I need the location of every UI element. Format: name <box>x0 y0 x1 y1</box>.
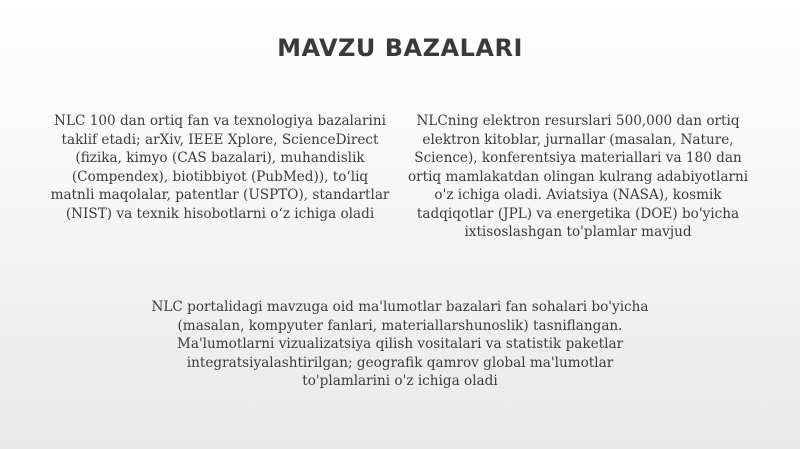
left-paragraph: NLC 100 dan ortiq fan va texnologiya bazalarini taklif etadi; arXiv, IEEE Xplore, ScienceDirect (fizika, kimyo (CAS bazalari), muhandislik (Compendex), biotibbiyot (PubMed)), to‘liq matnli maqolalar, patentlar (USPTO), standartlar (NIST) va texnik hisobotlarni o‘z ichiga oladi <box>50 113 390 222</box>
right-paragraph: NLCning elektron resurslari 500,000 dan ortiq elektron kitoblar, jurnallar (masalan, Nature, Science), konferentsiya materiallari va 180 dan ortiq mamlakatdan olingan kulrang adabiyotlarni o'z ichiga oladi. Aviatsiya (NASA), kosmik tadqiqotlar (JPL) va energetika (DOE) bo'yicha ixtisoslashgan to'plamlar mavjud <box>407 113 749 240</box>
bottom-paragraph: NLC portalidagi mavzuga oid ma'lumotlar bazalari fan sohalari bo'yicha (masalan, kompyuter fanlari, materiallarshunoslik) tasniflangan. Ma'lumotlarni vizualizatsiya qilish vositalari va statistik paketlar integratsiyalashtirilgan; geografik qamrov global ma'lumotlar to'plamlarini o'z ichiga oladi <box>151 299 649 389</box>
slide-title: MAVZU BAZALARI <box>277 34 523 62</box>
